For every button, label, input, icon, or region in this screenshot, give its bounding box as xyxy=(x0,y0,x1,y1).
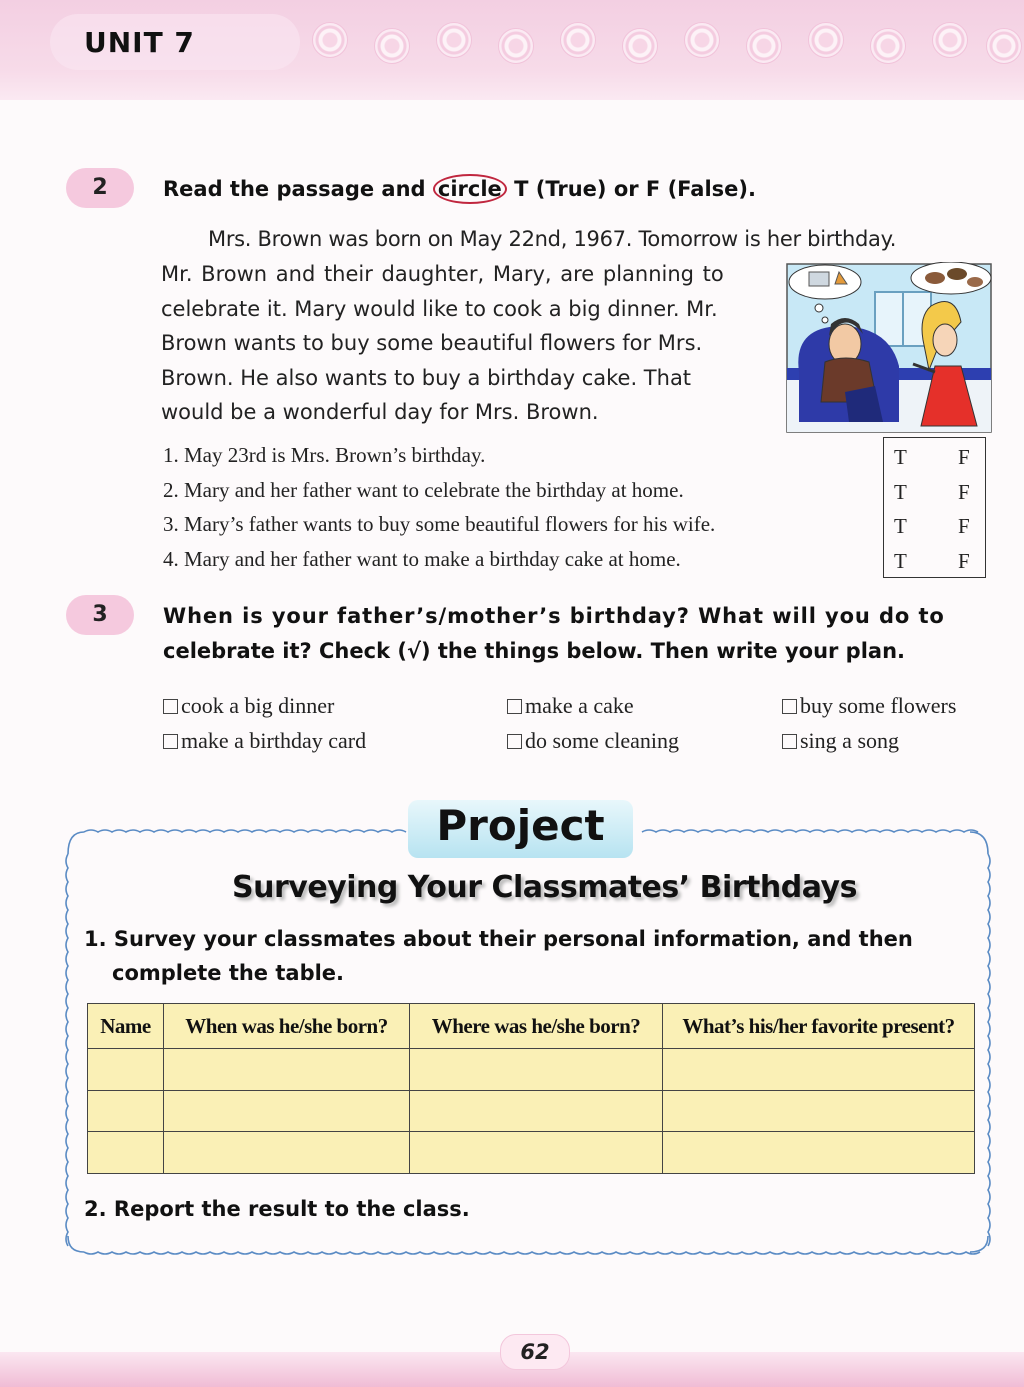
header-favorite-present: What’s his/her favorite present? xyxy=(663,1004,975,1049)
exercise-2-number: 2 xyxy=(66,168,134,208)
dot-icon xyxy=(746,28,782,64)
checkbox-icon[interactable] xyxy=(507,699,522,714)
project-title: Project xyxy=(436,801,605,850)
option-label: buy some flowers xyxy=(800,693,957,718)
project-step-1-cont: complete the table. xyxy=(112,961,345,985)
table-row xyxy=(88,1049,975,1091)
dot-icon xyxy=(986,28,1022,64)
dot-icon xyxy=(312,22,348,58)
true-option-3[interactable]: T xyxy=(894,514,907,538)
checkbox-icon[interactable] xyxy=(782,699,797,714)
option-label: cook a big dinner xyxy=(181,693,335,718)
dot-icon xyxy=(436,22,472,58)
dot-icon xyxy=(622,28,658,64)
exercise-2-instruction xyxy=(163,174,756,204)
circled-word: circle xyxy=(433,174,507,204)
passage-line: Mr. Brown and their daughter, Mary, are planning to xyxy=(161,262,724,286)
table-cell[interactable] xyxy=(88,1090,164,1132)
table-cell[interactable] xyxy=(88,1049,164,1091)
table-cell[interactable] xyxy=(410,1090,663,1132)
passage-line: Brown. He also wants to buy a birthday cake. That xyxy=(161,366,692,390)
exercise-3-instruction-line1: When is your father’s/mother’s birthday? What will you do to xyxy=(163,604,945,628)
statement-1: 1. May 23rd is Mrs. Brown’s birthday. xyxy=(163,443,486,467)
dot-icon xyxy=(808,22,844,58)
false-option-2[interactable]: F xyxy=(958,480,970,504)
page-number: 62 xyxy=(520,1340,550,1364)
dot-icon xyxy=(932,22,968,58)
birthday-planning-illustration xyxy=(785,262,993,434)
table-row xyxy=(88,1090,975,1132)
table-cell[interactable] xyxy=(164,1090,410,1132)
statement-3: 3. Mary’s father wants to buy some beautiful flowers for his wife. xyxy=(163,512,716,536)
option-label: do some cleaning xyxy=(525,728,679,753)
survey-table xyxy=(87,1003,975,1174)
passage-line: Mrs. Brown was born on May 22nd, 1967. Tomorrow is her birthday. xyxy=(208,227,897,251)
survey-title: Surveying Your Classmates’ Birthdays xyxy=(232,870,857,905)
instruction-text: Read the passage and xyxy=(163,177,433,201)
statement-2: 2. Mary and her father want to celebrate the birthday at home. xyxy=(163,478,684,502)
unit-title: UNIT 7 xyxy=(84,26,195,59)
checkbox-icon[interactable] xyxy=(507,734,522,749)
exercise-3-instruction-line2: celebrate it? Check (√) the things below. Then write your plan. xyxy=(163,639,906,663)
header-when-born: When was he/she born? xyxy=(164,1004,410,1049)
passage-line: celebrate it. Mary would like to cook a big dinner. Mr. xyxy=(161,297,718,321)
header-where-born: Where was he/she born? xyxy=(410,1004,663,1049)
table-cell[interactable] xyxy=(88,1132,164,1174)
false-option-3[interactable]: F xyxy=(958,514,970,538)
checkbox-do-cleaning[interactable] xyxy=(507,728,679,754)
option-label: make a birthday card xyxy=(181,728,367,753)
table-cell[interactable] xyxy=(663,1049,975,1091)
passage-line: Brown wants to buy some beautiful flowers for Mrs. xyxy=(161,331,703,355)
dot-icon xyxy=(560,22,596,58)
decorative-dots xyxy=(310,20,1024,70)
table-row xyxy=(88,1132,975,1174)
checkbox-sing-song[interactable] xyxy=(782,728,899,754)
page-number-badge xyxy=(500,1334,570,1370)
checkbox-buy-flowers[interactable] xyxy=(782,693,956,719)
table-cell[interactable] xyxy=(663,1090,975,1132)
checkbox-icon[interactable] xyxy=(163,699,178,714)
table-cell[interactable] xyxy=(164,1132,410,1174)
dot-icon xyxy=(684,22,720,58)
project-step-1: 1. Survey your classmates about their personal information, and then xyxy=(84,927,913,951)
statement-4: 4. Mary and her father want to make a birthday cake at home. xyxy=(163,547,681,571)
true-option-1[interactable]: T xyxy=(894,445,907,469)
true-option-4[interactable]: T xyxy=(894,549,907,573)
header-name: Name xyxy=(88,1004,164,1049)
table-cell[interactable] xyxy=(164,1049,410,1091)
true-option-2[interactable]: T xyxy=(894,480,907,504)
dot-icon xyxy=(498,28,534,64)
table-cell[interactable] xyxy=(410,1049,663,1091)
project-step-2: 2. Report the result to the class. xyxy=(84,1197,470,1221)
table-cell[interactable] xyxy=(410,1132,663,1174)
option-label: make a cake xyxy=(525,693,634,718)
exercise-3-number: 3 xyxy=(66,595,134,635)
dot-icon xyxy=(374,28,410,64)
checkbox-cook-dinner[interactable] xyxy=(163,693,334,719)
checkbox-icon[interactable] xyxy=(163,734,178,749)
checkbox-make-card[interactable] xyxy=(163,728,366,754)
passage-line: would be a wonderful day for Mrs. Brown. xyxy=(161,400,599,424)
option-label: sing a song xyxy=(800,728,899,753)
table-header-row xyxy=(88,1004,975,1049)
dot-icon xyxy=(870,28,906,64)
unit-header xyxy=(0,0,1024,100)
checkbox-icon[interactable] xyxy=(782,734,797,749)
false-option-1[interactable]: F xyxy=(958,445,970,469)
checkbox-make-cake[interactable] xyxy=(507,693,634,719)
table-cell[interactable] xyxy=(663,1132,975,1174)
false-option-4[interactable]: F xyxy=(958,549,970,573)
instruction-text: T (True) or F (False). xyxy=(506,177,756,201)
